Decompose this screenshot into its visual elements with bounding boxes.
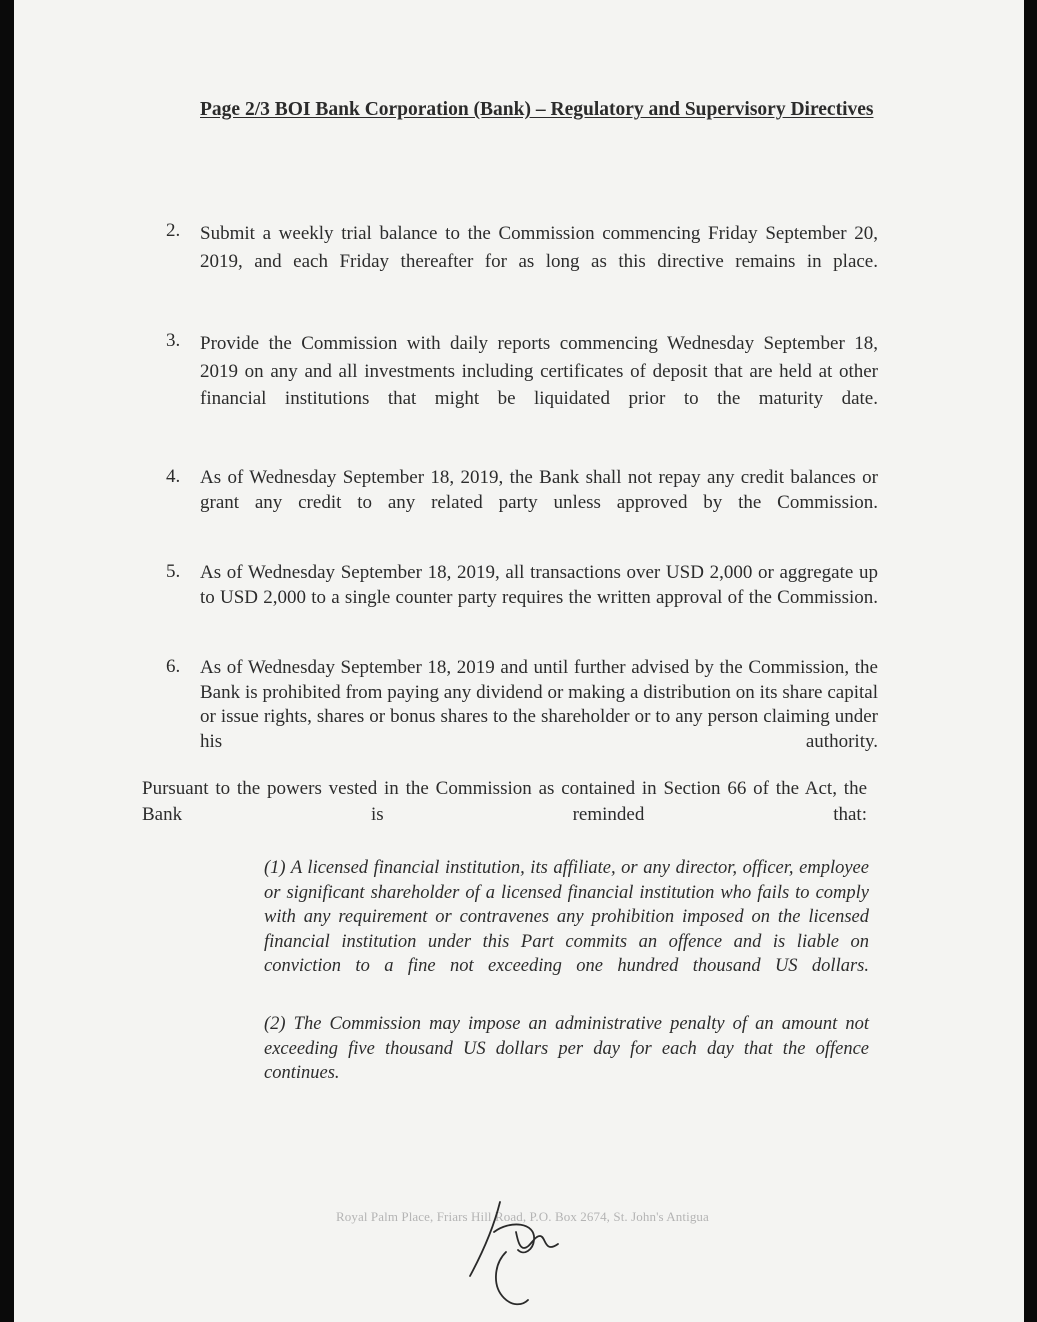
directive-text: As of Wednesday September 18, 2019, the Bank shall not repay any credit balances or grant any credit to any related party unless approved by the Commission. bbox=[200, 467, 878, 513]
directive-item-2 bbox=[166, 220, 878, 303]
directive-number: 4. bbox=[166, 466, 181, 487]
handwritten-signature bbox=[454, 1192, 574, 1312]
directive-text: As of Wednesday September 18, 2019 and until further advised by the Commission, the Bank is prohibited from paying any dividend or making a distribution on its share capital or issue rights, shares or bonus shares to the shareholder or to any person claiming under his authority. bbox=[200, 657, 878, 752]
directive-text: Provide the Commission with daily reports commencing Wednesday September 18, 2019 on any and all investments including certificates of deposit that are held at other financial institutions that might be liquidated prior to the maturity date. bbox=[200, 333, 878, 409]
page-heading: Page 2/3 BOI Bank Corporation (Bank) – Regulatory and Supervisory Directives bbox=[200, 99, 874, 120]
directive-text: Submit a weekly trial balance to the Commission commencing Friday September 20, 2019, and each Friday thereafter for as long as this directive remains in place. bbox=[200, 223, 878, 272]
footer-address: Royal Palm Place, Friars Hill Road, P.O. Box 2674, St. John's Antigua bbox=[336, 1209, 709, 1224]
directive-item-5 bbox=[166, 561, 878, 635]
directive-text: As of Wednesday September 18, 2019, all transactions over USD 2,000 or aggregate up to USD 2,000 to a single counter party requires the written approval of the Commission. bbox=[200, 562, 878, 608]
pursuant-paragraph: Pursuant to the powers vested in the Commission as contained in Section 66 of the Act, the Bank is reminded that: bbox=[142, 778, 867, 825]
document-page bbox=[14, 0, 1024, 1322]
quoted-section-1: (1) A licensed financial institution, its affiliate, or any director, officer, employee or significant shareholder of a licensed financial institution who fails to comply with any requirement or contravenes any prohibition imposed on the licensed financial institution under this Part commits an offence and is liable on conviction to a fine not exceeding one hundred thousand US dollars. bbox=[264, 858, 869, 976]
directive-item-3 bbox=[166, 330, 878, 440]
directive-number: 6. bbox=[166, 656, 181, 677]
directive-number: 5. bbox=[166, 561, 181, 582]
quoted-section-2: (2) The Commission may impose an administrative penalty of an amount not exceeding five thousand US dollars per day for each day that the offence continues. bbox=[264, 1014, 869, 1083]
directive-item-4 bbox=[166, 466, 878, 540]
directive-item-6 bbox=[166, 656, 878, 779]
directive-number: 3. bbox=[166, 330, 181, 351]
directive-number: 2. bbox=[166, 220, 181, 241]
